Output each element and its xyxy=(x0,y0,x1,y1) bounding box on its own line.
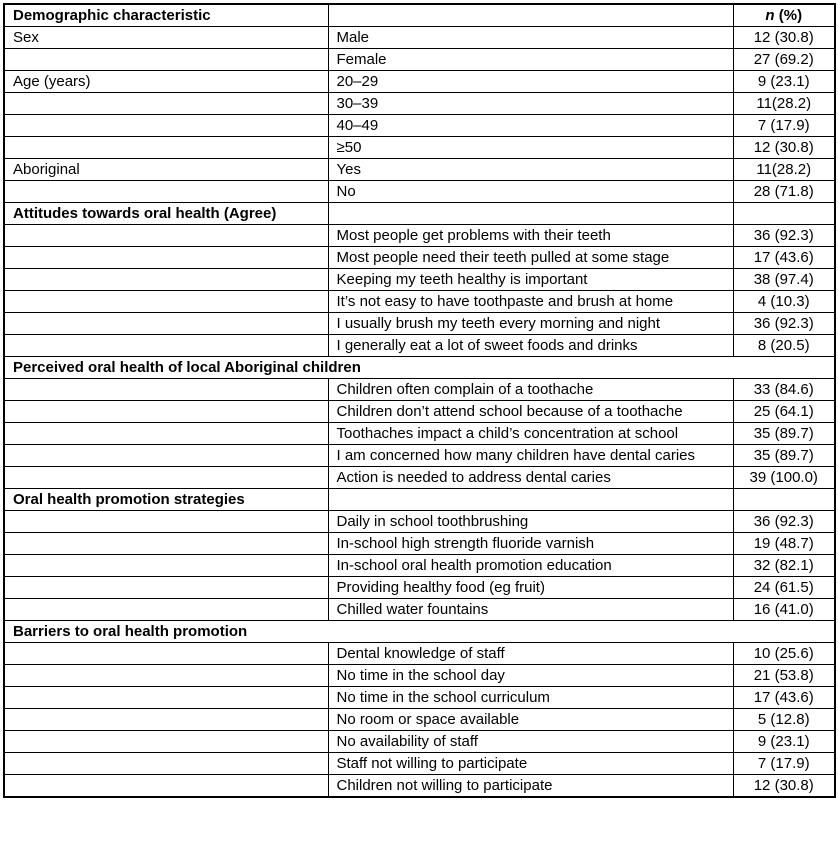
table-row xyxy=(4,445,835,467)
table-row xyxy=(4,225,835,247)
category-cell xyxy=(4,247,328,269)
table-row xyxy=(4,247,835,269)
table-row xyxy=(4,115,835,137)
table-row xyxy=(4,93,835,115)
category-cell xyxy=(4,643,328,665)
item-cell: I generally eat a lot of sweet foods and drinks xyxy=(328,335,733,357)
value-cell: 7 (17.9) xyxy=(733,753,835,775)
n-italic-label: n xyxy=(765,7,775,24)
table-row xyxy=(4,687,835,709)
value-cell: 10 (25.6) xyxy=(733,643,835,665)
table-row xyxy=(4,379,835,401)
item-cell: Action is needed to address dental caries xyxy=(328,467,733,489)
section-header-row xyxy=(4,203,835,225)
table-row xyxy=(4,775,835,798)
category-cell xyxy=(4,533,328,555)
section-header-cell: Oral health promotion strategies xyxy=(4,489,328,511)
table-row xyxy=(4,643,835,665)
value-cell: 8 (20.5) xyxy=(733,335,835,357)
category-cell: Sex xyxy=(4,27,328,49)
empty-cell xyxy=(733,203,835,225)
item-cell: Providing healthy food (eg fruit) xyxy=(328,577,733,599)
table-row xyxy=(4,49,835,71)
item-cell: Male xyxy=(328,27,733,49)
table-row xyxy=(4,511,835,533)
item-cell: No time in the school curriculum xyxy=(328,687,733,709)
item-cell: Chilled water fountains xyxy=(328,599,733,621)
value-cell: 17 (43.6) xyxy=(733,687,835,709)
value-cell: 9 (23.1) xyxy=(733,731,835,753)
value-cell: 17 (43.6) xyxy=(733,247,835,269)
category-cell xyxy=(4,225,328,247)
value-cell: 38 (97.4) xyxy=(733,269,835,291)
category-cell xyxy=(4,313,328,335)
section-header-cell: Barriers to oral health promotion xyxy=(4,621,835,643)
value-cell: 19 (48.7) xyxy=(733,533,835,555)
table-row xyxy=(4,533,835,555)
table-header-row xyxy=(4,4,835,27)
item-cell: Most people get problems with their teeth xyxy=(328,225,733,247)
item-cell: Keeping my teeth healthy is important xyxy=(328,269,733,291)
item-cell: No time in the school day xyxy=(328,665,733,687)
value-cell: 25 (64.1) xyxy=(733,401,835,423)
value-cell: 21 (53.8) xyxy=(733,665,835,687)
category-cell: Age (years) xyxy=(4,71,328,93)
value-cell: 35 (89.7) xyxy=(733,445,835,467)
table-row xyxy=(4,335,835,357)
category-cell xyxy=(4,599,328,621)
table-row xyxy=(4,731,835,753)
category-cell xyxy=(4,379,328,401)
section-header-cell: Perceived oral health of local Aboriginal children xyxy=(4,357,835,379)
category-cell xyxy=(4,775,328,798)
table-row xyxy=(4,753,835,775)
value-cell: 16 (41.0) xyxy=(733,599,835,621)
category-cell xyxy=(4,423,328,445)
item-cell: 40–49 xyxy=(328,115,733,137)
table-row xyxy=(4,269,835,291)
item-cell: Staff not willing to participate xyxy=(328,753,733,775)
empty-cell xyxy=(328,489,733,511)
category-cell xyxy=(4,137,328,159)
item-cell: Children don’t attend school because of a toothache xyxy=(328,401,733,423)
item-cell: It’s not easy to have toothpaste and brush at home xyxy=(328,291,733,313)
table-row xyxy=(4,577,835,599)
item-cell: Children not willing to participate xyxy=(328,775,733,798)
item-cell: In-school high strength fluoride varnish xyxy=(328,533,733,555)
value-cell: 11(28.2) xyxy=(733,159,835,181)
category-cell xyxy=(4,335,328,357)
category-cell xyxy=(4,93,328,115)
item-cell: 30–39 xyxy=(328,93,733,115)
category-cell xyxy=(4,511,328,533)
value-cell: 5 (12.8) xyxy=(733,709,835,731)
table-row xyxy=(4,599,835,621)
value-cell: 12 (30.8) xyxy=(733,137,835,159)
category-cell xyxy=(4,115,328,137)
header-n-percent xyxy=(733,4,835,27)
value-cell: 7 (17.9) xyxy=(733,115,835,137)
value-cell: 39 (100.0) xyxy=(733,467,835,489)
category-cell: Aboriginal xyxy=(4,159,328,181)
item-cell: No availability of staff xyxy=(328,731,733,753)
category-cell xyxy=(4,687,328,709)
category-cell xyxy=(4,665,328,687)
category-cell xyxy=(4,709,328,731)
survey-results-table xyxy=(3,3,836,798)
section-header-cell: Attitudes towards oral health (Agree) xyxy=(4,203,328,225)
value-cell: 4 (10.3) xyxy=(733,291,835,313)
value-cell: 35 (89.7) xyxy=(733,423,835,445)
item-cell: No xyxy=(328,181,733,203)
value-cell: 33 (84.6) xyxy=(733,379,835,401)
category-cell xyxy=(4,269,328,291)
section-header-row xyxy=(4,357,835,379)
item-cell: Daily in school toothbrushing xyxy=(328,511,733,533)
category-cell xyxy=(4,401,328,423)
table-row xyxy=(4,71,835,93)
item-cell: I am concerned how many children have dental caries xyxy=(328,445,733,467)
item-cell: ≥50 xyxy=(328,137,733,159)
empty-cell xyxy=(328,203,733,225)
category-cell xyxy=(4,577,328,599)
item-cell: I usually brush my teeth every morning and night xyxy=(328,313,733,335)
category-cell xyxy=(4,291,328,313)
item-cell: Dental knowledge of staff xyxy=(328,643,733,665)
value-cell: 9 (23.1) xyxy=(733,71,835,93)
item-cell: 20–29 xyxy=(328,71,733,93)
value-cell: 24 (61.5) xyxy=(733,577,835,599)
table-row xyxy=(4,159,835,181)
value-cell: 32 (82.1) xyxy=(733,555,835,577)
value-cell: 12 (30.8) xyxy=(733,27,835,49)
item-cell: In-school oral health promotion education xyxy=(328,555,733,577)
table-row xyxy=(4,709,835,731)
table-row xyxy=(4,27,835,49)
value-cell: 36 (92.3) xyxy=(733,511,835,533)
category-cell xyxy=(4,731,328,753)
table-row xyxy=(4,137,835,159)
item-cell: Toothaches impact a child’s concentration at school xyxy=(328,423,733,445)
category-cell xyxy=(4,445,328,467)
table-row xyxy=(4,181,835,203)
category-cell xyxy=(4,181,328,203)
category-cell xyxy=(4,467,328,489)
header-empty-cell xyxy=(328,4,733,27)
table-row xyxy=(4,555,835,577)
table-row xyxy=(4,467,835,489)
item-cell: No room or space available xyxy=(328,709,733,731)
section-header-row xyxy=(4,489,835,511)
table-row xyxy=(4,423,835,445)
category-cell xyxy=(4,555,328,577)
value-cell: 28 (71.8) xyxy=(733,181,835,203)
percent-label: (%) xyxy=(774,7,803,24)
value-cell: 36 (92.3) xyxy=(733,313,835,335)
value-cell: 27 (69.2) xyxy=(733,49,835,71)
item-cell: Yes xyxy=(328,159,733,181)
value-cell: 11(28.2) xyxy=(733,93,835,115)
value-cell: 12 (30.8) xyxy=(733,775,835,798)
category-cell xyxy=(4,753,328,775)
item-cell: Female xyxy=(328,49,733,71)
value-cell: 36 (92.3) xyxy=(733,225,835,247)
table-row xyxy=(4,313,835,335)
header-demographic-characteristic: Demographic characteristic xyxy=(4,4,328,27)
table-row xyxy=(4,401,835,423)
table-row xyxy=(4,665,835,687)
item-cell: Most people need their teeth pulled at some stage xyxy=(328,247,733,269)
item-cell: Children often complain of a toothache xyxy=(328,379,733,401)
table-body xyxy=(4,27,835,798)
category-cell xyxy=(4,49,328,71)
empty-cell xyxy=(733,489,835,511)
section-header-row xyxy=(4,621,835,643)
table-row xyxy=(4,291,835,313)
